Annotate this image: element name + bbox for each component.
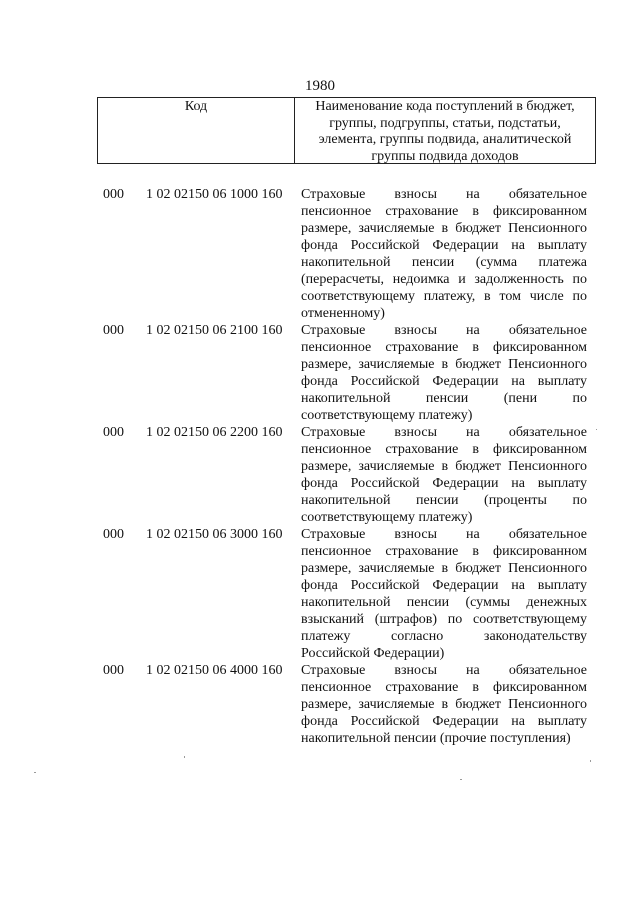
- description-line: фонда Российской Федерации на выплату: [301, 476, 587, 491]
- header-name-line: группы, подгруппы, статьи, подстатьи,: [329, 115, 561, 131]
- description-line: Страховые взносы на обязательное: [301, 425, 587, 440]
- table-header: [97, 97, 596, 164]
- revenue-description: [301, 322, 587, 424]
- table-row: [0, 322, 640, 424]
- admin-code: 000: [103, 527, 124, 542]
- admin-code: 000: [103, 663, 124, 678]
- description-line: пенсионное страхование в фиксированном: [301, 680, 587, 695]
- description-line: размере, зачисляемые в бюджет Пенсионного: [301, 357, 587, 372]
- description-line: пенсионное страхование в фиксированном: [301, 544, 587, 559]
- revenue-description: [301, 526, 587, 662]
- description-line: соответствующему платежу): [301, 408, 473, 423]
- description-line: накопительной пенсии (сумма платежа: [301, 255, 587, 270]
- description-line: соответствующему платежу): [301, 510, 473, 525]
- page-number: 1980: [305, 78, 335, 94]
- scan-artifact: [34, 772, 36, 773]
- description-line: накопительной пенсии (проценты по: [301, 493, 587, 508]
- admin-code: 000: [103, 323, 124, 338]
- description-line: пенсионное страхование в фиксированном: [301, 442, 587, 457]
- table-row: [0, 526, 640, 662]
- table-body: [0, 186, 640, 747]
- revenue-code: 1 02 02150 06 3000 160: [146, 527, 283, 542]
- description-line: отмененному): [301, 306, 385, 321]
- description-line: фонда Российской Федерации на выплату: [301, 578, 587, 593]
- header-name-column: [295, 98, 595, 163]
- description-line: размере, зачисляемые в бюджет Пенсионного: [301, 459, 587, 474]
- table-row: [0, 424, 640, 526]
- admin-code: 000: [103, 187, 124, 202]
- description-line: размере, зачисляемые в бюджет Пенсионного: [301, 561, 587, 576]
- description-line: размере, зачисляемые в бюджет Пенсионного: [301, 697, 587, 712]
- description-line: Страховые взносы на обязательное: [301, 323, 587, 338]
- description-line: фонда Российской Федерации на выплату: [301, 238, 587, 253]
- revenue-code: 1 02 02150 06 2200 160: [146, 425, 283, 440]
- description-line: накопительной пенсии (суммы денежных: [301, 595, 587, 610]
- header-name-line: элемента, группы подвида, аналитической: [318, 132, 572, 147]
- revenue-code: 1 02 02150 06 2100 160: [146, 323, 283, 338]
- description-line: фонда Российской Федерации на выплату: [301, 374, 587, 389]
- description-line: накопительной пенсии (прочие поступления): [301, 731, 571, 746]
- scan-artifact: [460, 779, 462, 780]
- header-name-line: Наименование кода поступлений в бюджет,: [315, 99, 575, 114]
- description-line: пенсионное страхование в фиксированном: [301, 340, 587, 355]
- description-line: фонда Российской Федерации на выплату: [301, 714, 587, 729]
- scan-artifact: [596, 429, 597, 430]
- table-row: [0, 662, 640, 747]
- description-line: Российской Федерации): [301, 646, 445, 661]
- revenue-code: 1 02 02150 06 1000 160: [146, 187, 283, 202]
- description-line: Страховые взносы на обязательное: [301, 527, 587, 542]
- description-line: Страховые взносы на обязательное: [301, 663, 587, 678]
- header-name-line: группы подвида доходов: [371, 148, 519, 164]
- revenue-description: [301, 186, 587, 322]
- description-line: платежу согласно законодательству: [301, 629, 587, 644]
- description-line: соответствующему платежу, в том числе по: [301, 289, 587, 304]
- description-line: накопительной пенсии (пени по: [301, 391, 587, 406]
- description-line: взысканий (штрафов) по соответствующему: [301, 612, 587, 627]
- admin-code: 000: [103, 425, 124, 440]
- header-code-column: Код: [98, 98, 295, 163]
- description-line: (перерасчеты, недоимка и задолженность по: [301, 272, 587, 287]
- revenue-code: 1 02 02150 06 4000 160: [146, 663, 283, 678]
- revenue-description: [301, 662, 587, 747]
- scan-artifact: [184, 756, 185, 758]
- description-line: пенсионное страхование в фиксированном: [301, 204, 587, 219]
- revenue-description: [301, 424, 587, 526]
- description-line: размере, зачисляемые в бюджет Пенсионного: [301, 221, 587, 236]
- scan-artifact: [590, 760, 591, 762]
- description-line: Страховые взносы на обязательное: [301, 187, 587, 202]
- table-row: [0, 186, 640, 322]
